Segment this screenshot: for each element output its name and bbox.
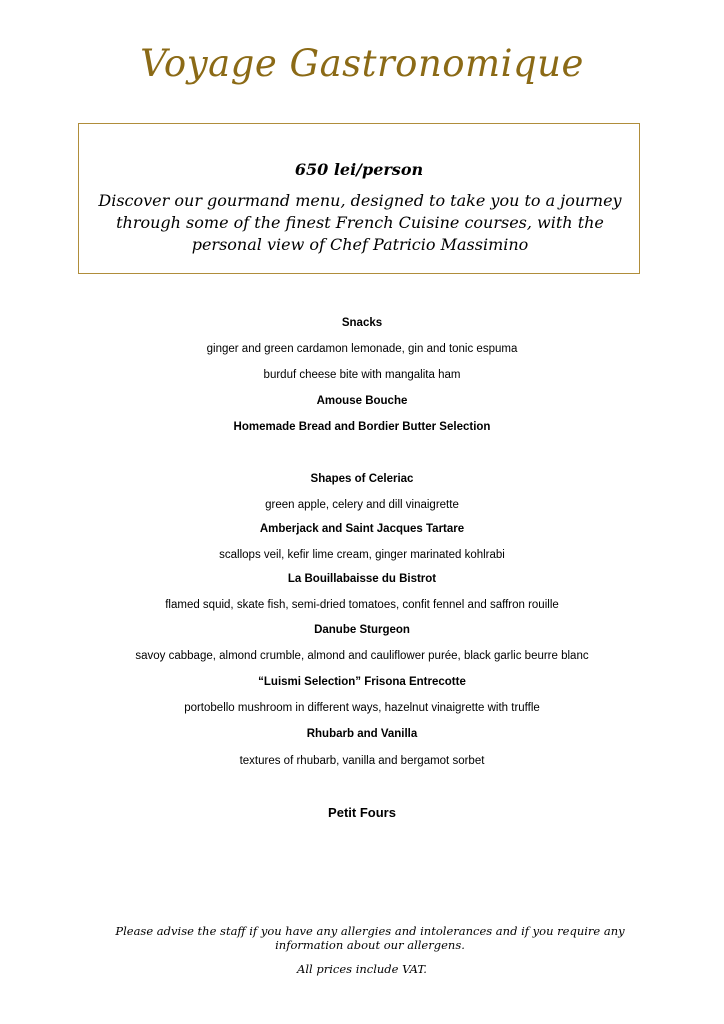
course-name: Shapes of Celeriac [310,473,414,485]
menu-price: 650 lei/person [294,160,424,179]
course-name: Amberjack and Saint Jacques Tartare [259,523,465,535]
course-description: portobello mushroom in different ways, hazelnut vinaigrette with truffle [184,702,540,714]
course-description: savoy cabbage, almond crumble, almond and cauliflower purée, black garlic beurre blanc [135,650,589,662]
section-heading-amouse: Amouse Bouche [316,395,408,407]
section-heading-bread: Homemade Bread and Bordier Butter Selection [233,421,491,433]
course-description: green apple, celery and dill vinaigrette [265,499,459,511]
allergy-note: Please advise the staff if you have any allergies and intolerances and if you require any information about our allergens. [115,924,625,952]
course-name: Rhubarb and Vanilla [306,728,418,740]
course-name: La Bouillabaisse du Bistrot [287,573,437,585]
menu-description: Discover our gourmand menu, designed to take you to a journey through some of the finest French Cuisine courses, with the personal view of Chef Patricio Massimino [98,191,622,254]
course-name: Danube Sturgeon [314,624,410,636]
course-description: textures of rhubarb, vanilla and bergamot sorbet [239,755,485,767]
petit-fours-heading: Petit Fours [328,805,396,820]
menu-title: Voyage Gastronomique [140,42,584,85]
section-heading-snacks: Snacks [341,317,383,329]
course-name: “Luismi Selection” Frisona Entrecotte [258,676,466,688]
snack-item: ginger and green cardamon lemonade, gin and tonic espuma [206,343,518,355]
vat-note: All prices include VAT. [297,962,427,976]
snack-item: burduf cheese bite with mangalita ham [263,369,461,381]
course-description: flamed squid, skate fish, semi-dried tomatoes, confit fennel and saffron rouille [165,599,559,611]
course-description: scallops veil, kefir lime cream, ginger marinated kohlrabi [219,549,505,561]
